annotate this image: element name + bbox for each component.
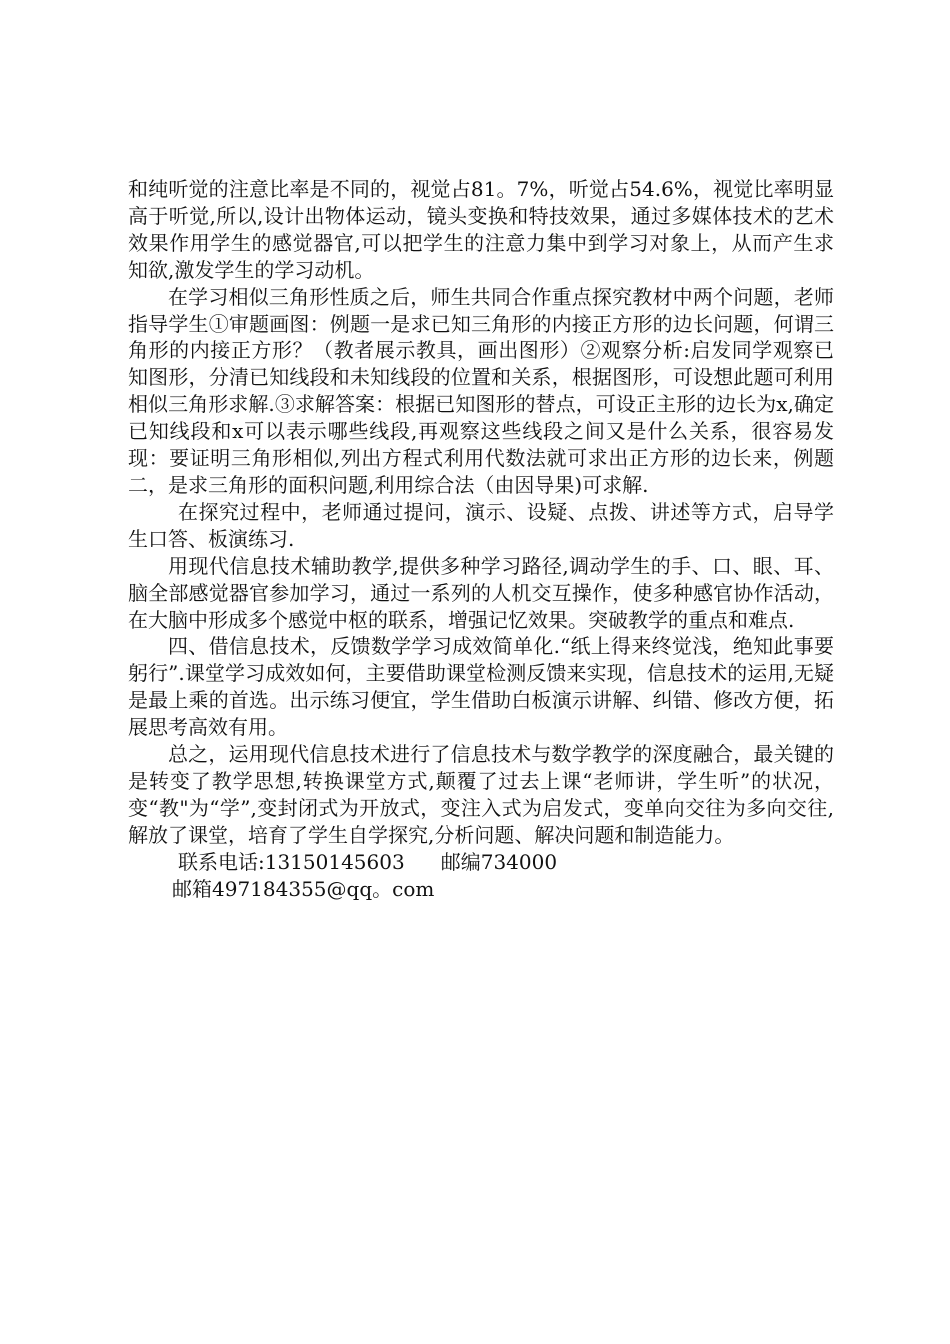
paragraph-conclusion: 总之，运用现代信息技术进行了信息技术与数学教学的深度融合，最关键的是转变了教学思想,转换课堂方式,颠覆了过去上课“老师讲，学生听”的状况，变“教"为“学”,变封闭式为开放式，变注入式为启发式，变单向交往为多向交往,解放了课堂，培育了学生自学探究,分析问题、解决问题和制造能力。: [128, 742, 834, 847]
contact-line: [128, 849, 834, 876]
contact-email: 邮箱497184355@qq。com: [172, 876, 435, 901]
paragraph-exploration-process: 在探究过程中，老师通过提问，演示、设疑、点拨、讲述等方式，启导学生口答、板演练习.: [128, 499, 834, 551]
paragraph-feedback: 四、借信息技术，反馈数学学习成效简单化.“纸上得来终觉浅，绝知此事要躬行”.课堂学习成效如何，主要借助课堂检测反馈来实现，信息技术的运用,无疑是最上乘的首选。出示练习便宜，学生借助白板演示讲解、纠错、修改方便，拓展思考高效有用。: [128, 634, 834, 740]
contact-phone: 联系电话:13150145603: [178, 849, 405, 874]
document-page: [128, 176, 834, 902]
paragraph-multimedia-teaching: 用现代信息技术辅助教学,提供多种学习路径,调动学生的手、口、眼、耳、脑全部感觉器官参加学习，通过一系列的人机交互操作，使多种感官协作活动，在大脑中形成多个感觉中枢的联系，增强记忆效果。突破教学的重点和难点.: [128, 553, 834, 632]
paragraph-similar-triangles: 在学习相似三角形性质之后，师生共同合作重点探究教材中两个问题，老师指导学生①审题画图：例题一是求已知三角形的内接正方形的边长问题，何谓三角形的内接正方形？（教者展示教具，画出图形）②观察分析:启发同学观察已知图形，分清已知线段和未知线段的位置和关系，根据图形，可设想此题可利用相似三角形求解.③求解答案：根据已知图形的替点，可设正主形的边长为x,确定已知线段和x可以表示哪些线段,再观察这些线段之间又是什么关系，很容易发现：要证明三角形相似,列出方程式利用代数法就可求出正方形的边长来，例题二，是求三角形的面积问题,利用综合法（由因导果)可求解.: [128, 284, 834, 497]
contact-postcode: 邮编734000: [440, 849, 558, 874]
paragraph-attention-ratio: 和纯听觉的注意比率是不同的，视觉占81。7%，听觉占54.6%，视觉比率明显高于听觉,所以,设计出物体运动，镜头变换和特技效果，通过多媒体技术的艺术效果作用学生的感觉器官,可以把学生的注意力集中到学习对象上，从而产生求知欲,激发学生的学习动机。: [128, 177, 834, 282]
